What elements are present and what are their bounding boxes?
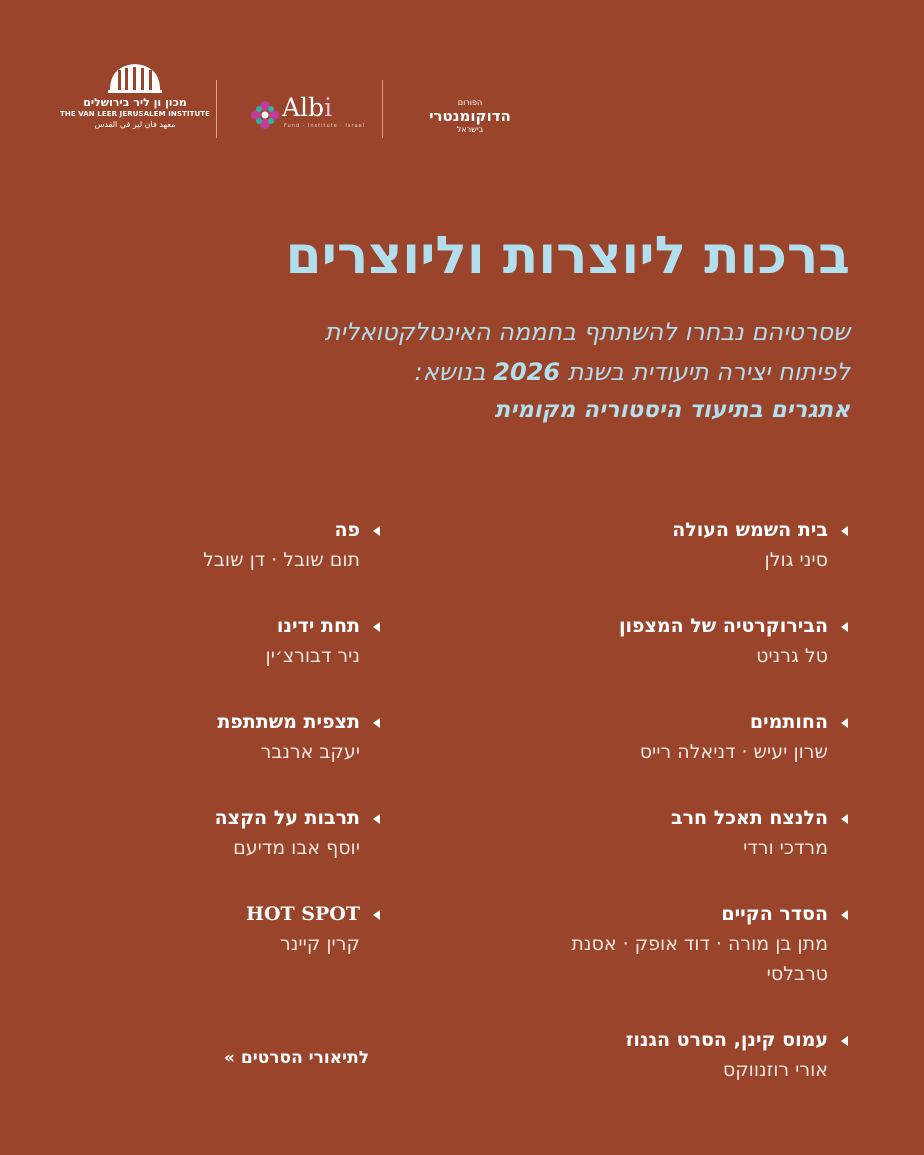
film-director: ניר דבורצ׳ין <box>265 645 360 667</box>
film-item <box>80 803 380 863</box>
bullet-arrow-icon <box>841 910 848 920</box>
film-director: יעקב ארנבר <box>260 741 360 763</box>
film-item <box>528 803 848 863</box>
page-title: ברכות ליוצרות וליוצרים <box>285 226 850 286</box>
albi-flower-icon <box>250 100 280 130</box>
film-director: סיני גולן <box>764 549 828 571</box>
film-descriptions-link[interactable]: לתיאורי הסרטים » <box>224 1048 370 1068</box>
doc-forum-top: הפורום <box>457 98 483 107</box>
film-title: החותמים <box>528 707 848 737</box>
film-item <box>80 707 380 767</box>
bullet-arrow-icon <box>373 718 380 728</box>
film-item <box>528 707 848 767</box>
bullet-arrow-icon <box>373 526 380 536</box>
doc-forum-main: הדוקומנטרי <box>429 107 511 125</box>
subtitle-line-1: שסרטיהם נבחרו להשתתף בחממה האינטלקטואלית <box>324 318 850 346</box>
van-leer-emblem-icon <box>106 60 164 94</box>
film-item <box>528 899 848 989</box>
film-director: אורי רוזנווקס <box>722 1059 828 1081</box>
film-list-left <box>80 515 380 995</box>
bullet-arrow-icon <box>841 526 848 536</box>
bullet-arrow-icon <box>373 622 380 632</box>
bullet-arrow-icon <box>841 814 848 824</box>
film-item <box>80 899 380 959</box>
doc-forum-bottom: בישראל <box>456 125 484 134</box>
film-title: HOT SPOT <box>80 899 380 929</box>
subtitle <box>70 312 850 428</box>
bullet-arrow-icon <box>841 622 848 632</box>
film-director: מתן בן מורה · דוד אופק · אסנת טרבלסי <box>571 933 828 985</box>
film-item <box>80 611 380 671</box>
film-list-right <box>528 515 848 1121</box>
film-title: תצפית משתתפת <box>80 707 380 737</box>
film-director: מרדכי ורדי <box>743 837 828 859</box>
bullet-arrow-icon <box>373 910 380 920</box>
subtitle-line-2: לפיתוח יצירה תיעודית בשנת 2026 בנושא: <box>414 358 850 386</box>
van-leer-english-name: THE VAN LEER JERUSALEM INSTITUTE <box>60 110 211 118</box>
van-leer-arabic-name: معهد فان لير في القدس <box>94 120 176 129</box>
albi-subtitle: Fund · Institute · Israel <box>284 123 366 129</box>
subtitle-topic: אתגרים בתיעוד היסטוריה מקומית <box>494 397 850 423</box>
film-item <box>528 515 848 575</box>
logo-divider <box>216 80 217 138</box>
film-title: הלנצח תאכל חרב <box>528 803 848 833</box>
film-item <box>80 515 380 575</box>
film-title: הסדר הקיים <box>528 899 848 929</box>
film-director: יוסף אבו מדיעם <box>233 837 360 859</box>
albi-logo <box>250 93 366 136</box>
film-item <box>528 1025 848 1085</box>
documentary-forum-logo <box>410 98 530 142</box>
bullet-arrow-icon <box>841 718 848 728</box>
albi-wordmark: Albi <box>282 93 333 122</box>
film-title: עמוס קינן, הסרט הגנוז <box>528 1025 848 1055</box>
film-item <box>528 611 848 671</box>
van-leer-hebrew-name: מכון ון ליר בירושלים <box>83 96 187 109</box>
subtitle-year: 2026 <box>493 358 561 386</box>
van-leer-logo <box>60 60 210 129</box>
partner-logos <box>60 60 540 150</box>
film-title: תחת ידינו <box>80 611 380 641</box>
bullet-arrow-icon <box>841 1036 848 1046</box>
film-director: שרון יעיש · דניאלה רייס <box>639 741 828 763</box>
film-title: פה <box>80 515 380 545</box>
bullet-arrow-icon <box>373 814 380 824</box>
film-director: קרין קיינר <box>280 933 360 955</box>
film-director: טל גרניט <box>756 645 828 667</box>
film-director: תום שובל · דן שובל <box>203 549 360 571</box>
film-title: הבירוקרטיה של המצפון <box>528 611 848 641</box>
logo-divider <box>382 80 383 138</box>
film-title: בית השמש העולה <box>528 515 848 545</box>
film-title: תרבות על הקצה <box>80 803 380 833</box>
